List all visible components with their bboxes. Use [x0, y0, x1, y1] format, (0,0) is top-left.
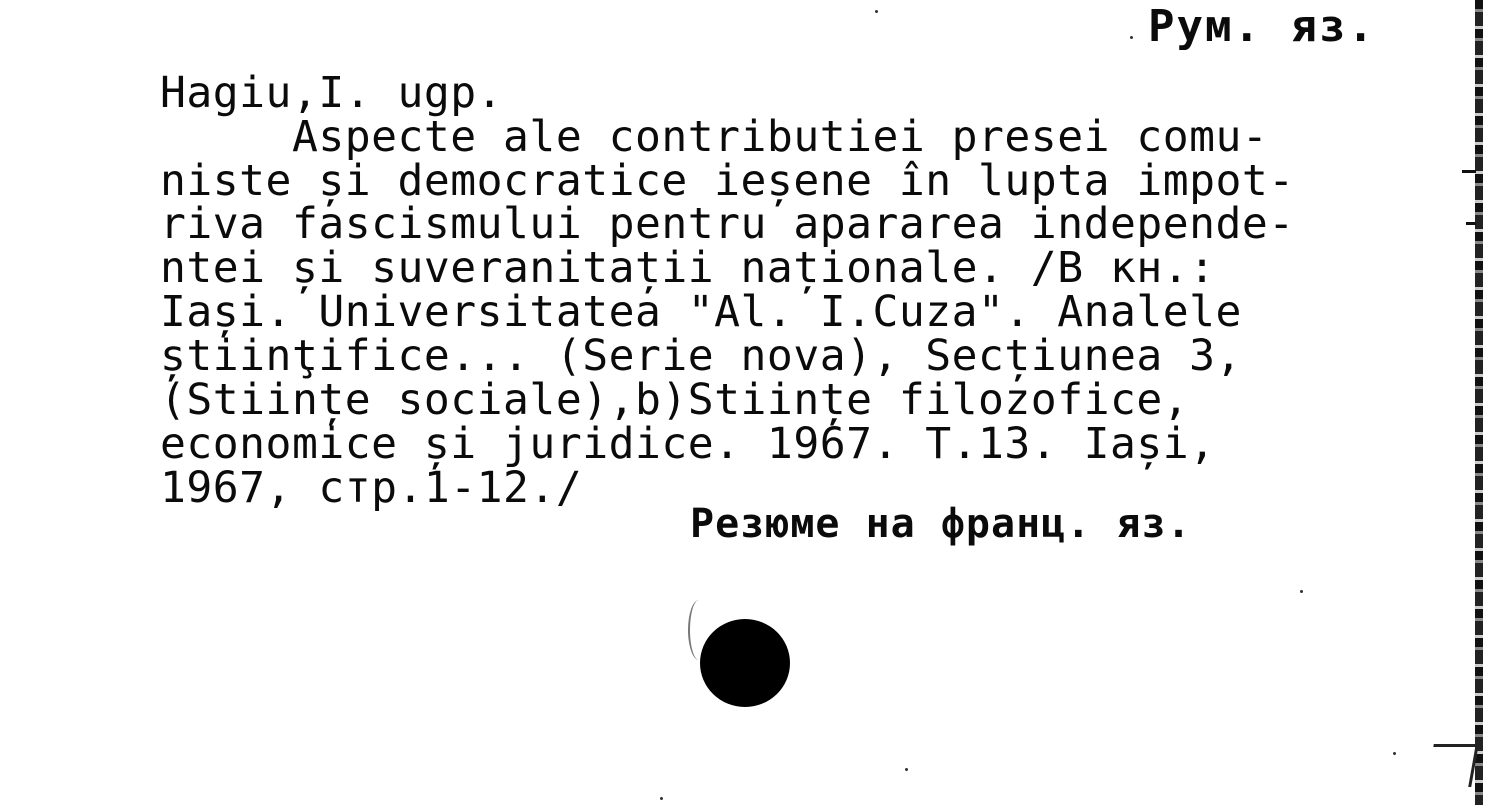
paper-speck: [1130, 36, 1133, 39]
paper-speck: [660, 797, 663, 800]
author-line: Hagiu,I. ugp.: [160, 68, 504, 118]
paper-speck: [1393, 752, 1396, 755]
paper-speck: [905, 768, 908, 771]
paper-speck: [1300, 590, 1303, 593]
summary-note: Резюме на франц. яз.: [690, 501, 1192, 547]
title-line-1: Aspecte ale contributiei presei comu-: [160, 112, 1269, 162]
source-line-2: știinţifice... (Serie nova), Secțiunea 3,: [160, 331, 1242, 381]
source-line-3: (Stiințe sociale),b)Stiințe filozofice,: [160, 375, 1190, 425]
source-line-1: Iași. Universitatea "Al. I.Cuza". Analele: [160, 287, 1242, 337]
edge-mark: [1462, 170, 1476, 173]
title-line-3: riva fascismului pentru apararea independe-: [160, 199, 1295, 249]
title-line-2: niste și democratice ieșene în lupta impot-: [160, 156, 1295, 206]
source-line-5: 1967, стр.1-12./: [160, 463, 583, 513]
paper-speck: [875, 10, 878, 13]
corner-mark: [1426, 744, 1479, 787]
language-heading: Рум. яз.: [1148, 1, 1376, 52]
title-line-4: ntei și suveranitații naționale. /В кн.:: [160, 243, 1216, 293]
card-right-edge: [1475, 0, 1483, 805]
source-line-4: economice și juridice. 1967. T.13. Iași,: [160, 419, 1216, 469]
punch-hole: [700, 619, 790, 707]
edge-mark: [1466, 222, 1476, 225]
